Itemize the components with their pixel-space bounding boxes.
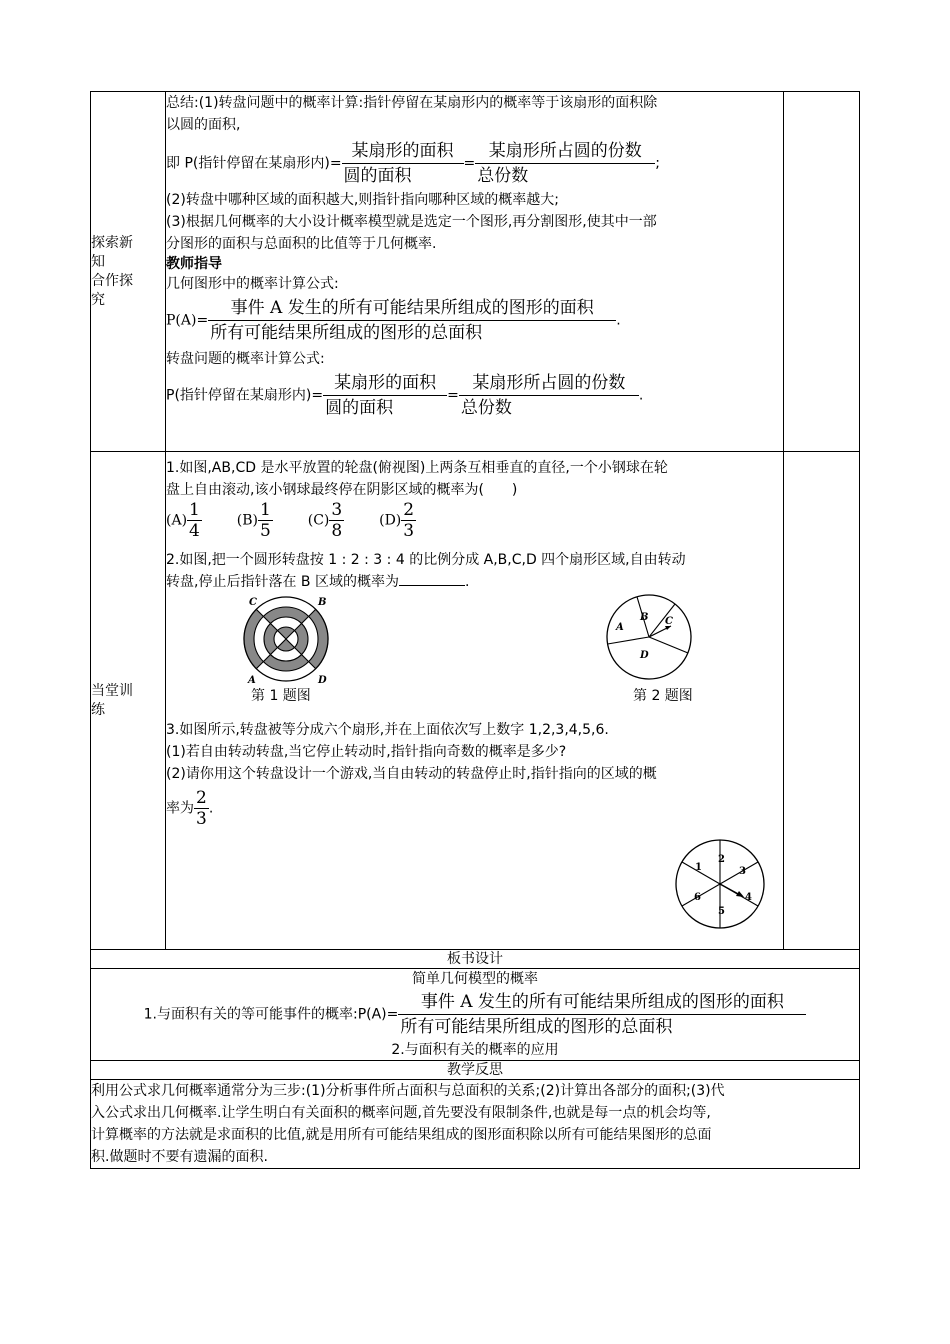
board-item-2: 2.与面积有关的概率的应用 [391,1042,559,1058]
teacher-guide-heading: 教师指导 [166,256,222,272]
denominator: 8 [331,521,343,541]
reflection-line: 利用公式求几何概率通常分为三步:(1)分析事件所占面积与总面积的关系;(2)计算出各部分的面积;(3)代 [91,1083,725,1099]
point-3: (3)根据几何概率的大小设计概率模型就是选定一个图形,再分割图形,使其中一部 [166,214,657,230]
point-3: 分图形的面积与总面积的比值等于几何概率. [166,236,437,252]
practice-notes-cell [784,452,860,950]
practice-label [91,452,166,950]
figure-3-area [166,828,783,926]
option-fraction [329,501,344,540]
explore-notes-cell [784,92,860,452]
question-2-text: 转盘,停止后指针落在 B 区域的概率为 [166,574,399,590]
question-3 [166,789,783,828]
board-heading: 简单几何模型的概率 [412,971,538,987]
punctuation: . [638,387,644,404]
fig1-label-b: B [318,597,327,608]
fraction [398,991,806,1038]
numerator: 事件 A 发生的所有可能结果所组成的图形的面积 [208,297,616,321]
denominator: 3 [196,809,207,829]
board-item-1 [91,991,859,1038]
practice-content [166,452,784,950]
punctuation: ; [655,155,660,172]
lesson-page [90,91,859,1169]
question-2 [166,571,783,593]
explore-label-line: 合作探 [91,272,133,289]
explore-label-line: 知 [91,253,105,270]
numerator: 2 [196,788,207,808]
fig2-label-c: C [665,616,673,627]
denominator: 圆的面积 [343,166,412,186]
option-fraction [187,501,202,540]
reflection-line: 积.做题时不要有遗漏的面积. [91,1149,268,1165]
explore-label-line: 探索新 [91,234,133,251]
numerator: 3 [331,500,343,520]
reflection-title: 教学反思 [91,1061,860,1080]
numerator: 某扇形的面积 [323,372,447,396]
question-2: 2.如图,把一个圆形转盘按 1 : 2 : 3 : 4 的比例分成 A,B,C,D 四个扇形区域,自由转动 [166,552,686,568]
reflection-row [91,1080,860,1169]
board-content [91,969,860,1061]
fraction [459,372,639,419]
reflection-title-row [91,1061,860,1080]
punctuation: . [464,574,470,590]
fraction [208,297,616,344]
punctuation: . [208,800,214,817]
fig1-label-a: A [248,675,256,685]
denominator: 圆的面积 [325,398,394,418]
figure-2-caption: 第 2 题图 [633,688,693,704]
fig1-label-d: D [318,675,327,685]
denominator: 总份数 [460,398,512,418]
fig2-label-b: B [640,612,649,623]
reflection-content [91,1080,860,1169]
denominator: 所有可能结果所组成的图形的总面积 [400,1017,673,1037]
question-3: (2)请你用这个转盘设计一个游戏,当自由转动的转盘停止时,指针指向的区域的概 [166,766,657,782]
fig1-label-c: C [249,597,257,608]
fig2-label-a: A [616,622,624,633]
geo-formula-title: 几何图形中的概率计算公式: [166,276,339,292]
practice-row [91,452,860,950]
punctuation: . [616,312,621,329]
fig3-number: 4 [745,892,752,903]
numerator: 某扇形所占圆的份数 [475,140,655,164]
question-1-options [166,501,783,543]
question-3: 3.如图所示,转盘被等分成六个扇形,并在上面依次写上数字 1,2,3,4,5,6. [166,722,609,738]
practice-label-line: 练 [91,701,105,718]
point-2: (2)转盘中哪种区域的面积越大,则指针指向哪种区域的概率越大; [166,192,559,208]
numerator: 某扇形所占圆的份数 [459,372,639,396]
summary-line: 以圆的面积, [166,117,241,133]
formula-spinner-1 [166,140,783,187]
figure-1-caption: 第 1 题图 [251,688,311,704]
explore-label [91,92,166,452]
fig3-number: 2 [718,854,725,865]
board-title-row [91,950,860,969]
question-3-text: 率为 [166,800,194,817]
explore-row [91,92,860,452]
spin-formula-title: 转盘问题的概率计算公式: [166,351,325,367]
lesson-table [90,91,860,1169]
fraction [342,140,464,187]
board-item-1-prefix: 1.与面积有关的等可能事件的概率:P(A)= [143,1006,399,1023]
practice-label-line: 当堂训 [91,682,133,699]
question-1: 盘上自由滚动,该小钢球最终停在阴影区域的概率为( ) [166,482,518,498]
numerator: 1 [260,500,271,520]
board-row [91,969,860,1061]
summary-line: 总结:(1)转盘问题中的概率计算:指针停留在某扇形内的概率等于该扇形的面积除 [166,95,658,111]
denominator: 所有可能结果所组成的图形的总面积 [210,323,483,343]
geo-formula [166,297,783,344]
option-label: (B) [236,512,258,529]
reflection-line: 计算概率的方法就是求面积的比值,就是用所有可能结果组成的图形面积除以所有可能结果图形的总面 [91,1127,712,1143]
fig3-number: 5 [718,906,725,917]
fraction [475,140,655,187]
figure-3-six-sector-spinner [672,838,768,930]
formula-prefix: P(A)= [166,312,209,329]
option-label: (D) [379,512,402,529]
option-fraction [258,501,273,540]
fig2-label-d: D [640,650,649,661]
equals-sign: = [447,387,459,404]
numerator: 2 [403,500,415,520]
formula-prefix: P(指针停留在某扇形内)= [166,387,324,404]
question-3: (1)若自由转动转盘,当它停止转动时,指针指向奇数的概率是多少? [166,744,567,760]
fraction [323,372,447,419]
denominator: 3 [403,521,415,541]
explore-content [166,92,784,452]
formula-prefix: 即 P(指针停留在某扇形内)= [166,155,342,172]
explore-label-line: 究 [91,291,105,308]
spin-formula [166,372,783,419]
fig3-number: 1 [695,862,702,873]
question-1: 1.如图,AB,CD 是水平放置的轮盘(俯视图)上两条互相垂直的直径,一个小钢球在轮 [166,460,668,476]
numerator: 事件 A 发生的所有可能结果所组成的图形的面积 [398,991,806,1015]
figures-row [166,593,783,713]
denominator: 4 [189,521,200,541]
option-label: (C) [307,512,330,529]
option-fraction [401,501,416,540]
fraction [194,789,209,828]
numerator: 1 [189,500,200,520]
board-title: 板书设计 [91,950,860,969]
denominator: 5 [260,521,271,541]
figure-2-spinner [604,593,694,681]
denominator: 总份数 [477,166,529,186]
option-label: (A) [166,512,188,529]
fig3-number: 6 [694,892,701,903]
fig3-number: 3 [739,866,746,877]
equals-sign: = [463,155,476,172]
numerator: 某扇形的面积 [342,140,464,164]
reflection-line: 入公式求出几何概率.让学生明白有关面积的概率问题,首先要没有限制条件,也就是每一点的机会均等, [91,1105,711,1121]
figure-1-concentric-wheel [236,593,336,685]
answer-blank [399,571,465,586]
